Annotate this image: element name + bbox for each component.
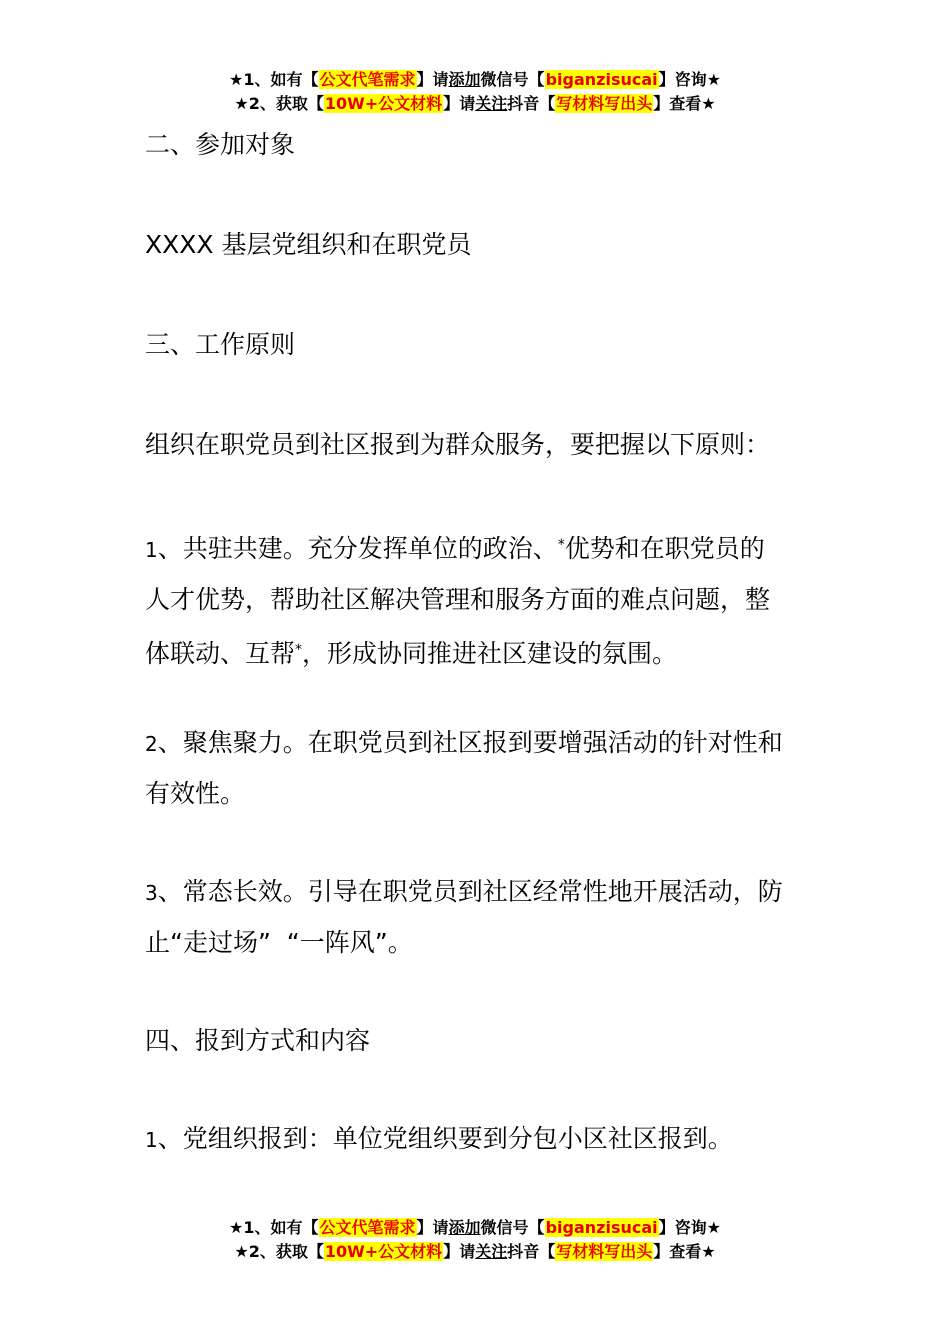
banner-text: ★2、获取【 [234, 94, 324, 113]
list-item-4 [145, 1114, 815, 1165]
banner-text: 】请 [443, 94, 476, 113]
banner-text: 微信号【 [480, 70, 545, 89]
list-item-line [145, 625, 815, 679]
list-item-line [145, 867, 815, 918]
banner-text: ★2、获取【 [234, 1242, 324, 1261]
footer-banner [0, 1216, 950, 1264]
list-text: 、常态长效。引导在职党员到社区经常性地开展活动，防 [157, 877, 783, 906]
banner-text: 抖音【 [507, 94, 556, 113]
list-item-2 [145, 718, 815, 819]
list-text: 、党组织报到：单位党组织要到分包小区社区报到。 [157, 1124, 733, 1153]
list-item-3 [145, 867, 815, 968]
list-item-line: 有效性。 [145, 779, 246, 808]
section-heading-2: 二、参加对象 [145, 130, 296, 159]
banner-text: 微信号【 [480, 1218, 545, 1237]
banner-underlined-text: 关注 [475, 1242, 508, 1261]
list-text: ，形成协同推进社区建设的氛围。 [302, 639, 678, 668]
list-item-line: 止“走过场” “一阵风”。 [145, 928, 413, 957]
banner-highlight-service: 公文代笔需求 [319, 70, 416, 89]
list-text: 、聚焦聚力。在职党员到社区报到要增强活动的针对性和 [157, 728, 783, 757]
list-text: 、共驻共建。充分发挥单位的政治、 [157, 534, 558, 563]
list-number: 2 [145, 732, 158, 756]
list-item-line: 人才优势，帮助社区解决管理和服务方面的难点问题，整 [145, 585, 771, 614]
list-text: 体联动、互帮 [145, 639, 296, 668]
list-item-line [145, 1114, 815, 1165]
banner-underlined-text: 添加 [448, 70, 481, 89]
list-number: 3 [145, 881, 158, 905]
banner-highlight-wechat-id: biganzisucai [545, 1218, 658, 1237]
banner-text: 】查看★ [653, 94, 716, 113]
list-text: 优势和在职党员的 [564, 534, 765, 563]
paragraph-participants: XXXX 基层党组织和在职党员 [145, 230, 472, 259]
paragraph-principles-intro: 组织在职党员到社区报到为群众服务，要把握以下原则： [145, 430, 771, 459]
banner-line-2 [0, 92, 950, 116]
banner-highlight-douyin: 写材料写出头 [556, 94, 653, 113]
banner-highlight-douyin: 写材料写出头 [556, 1242, 653, 1261]
banner-highlight-materials: 10W+公文材料 [324, 94, 443, 113]
banner-text: 】请 [416, 1218, 449, 1237]
list-item-line [145, 718, 815, 769]
banner-text: 】请 [443, 1242, 476, 1261]
banner-line-1 [0, 1216, 950, 1240]
list-number: 1 [145, 538, 158, 562]
banner-text: ★1、如有【 [229, 70, 319, 89]
redaction-mark: * [557, 537, 565, 553]
list-item-line [145, 520, 815, 575]
list-number: 1 [145, 1128, 158, 1152]
banner-text: 】咨询★ [658, 1218, 721, 1237]
banner-highlight-service: 公文代笔需求 [319, 1218, 416, 1237]
banner-highlight-materials: 10W+公文材料 [324, 1242, 443, 1261]
banner-line-2 [0, 1240, 950, 1264]
section-heading-4: 四、报到方式和内容 [145, 1026, 371, 1055]
list-item-1 [145, 520, 815, 679]
banner-highlight-wechat-id: biganzisucai [545, 70, 658, 89]
banner-underlined-text: 添加 [448, 1218, 481, 1237]
banner-text: 】查看★ [653, 1242, 716, 1261]
section-heading-3: 三、工作原则 [145, 330, 296, 359]
banner-line-1 [0, 68, 950, 92]
banner-underlined-text: 关注 [475, 94, 508, 113]
header-banner [0, 68, 950, 116]
banner-text: 抖音【 [507, 1242, 556, 1261]
banner-text: ★1、如有【 [229, 1218, 319, 1237]
banner-text: 】咨询★ [658, 70, 721, 89]
banner-text: 】请 [416, 70, 449, 89]
redaction-mark: * [295, 642, 303, 658]
